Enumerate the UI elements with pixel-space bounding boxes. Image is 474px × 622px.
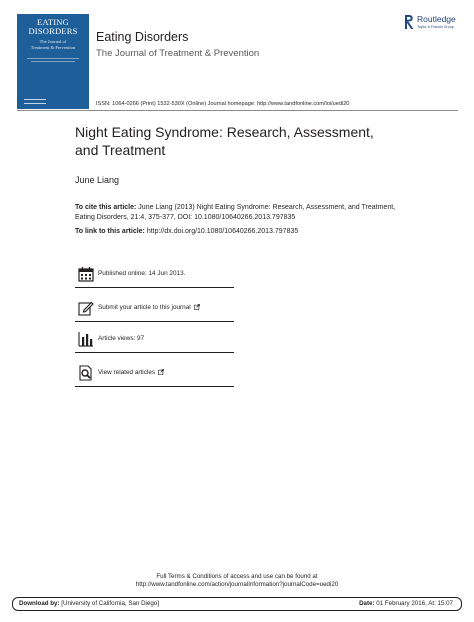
publisher-name: Routledge bbox=[417, 14, 456, 24]
divider bbox=[75, 321, 234, 322]
cite-label: To cite this article: bbox=[75, 204, 137, 211]
article-views-text: Article views: 97 bbox=[98, 335, 145, 342]
divider bbox=[75, 287, 234, 288]
article-title: Night Eating Syndrome: Research, Assessment, and Treatment bbox=[75, 124, 374, 158]
downloaded-by: Download by: [University of California, San Diego] bbox=[19, 600, 159, 607]
terms-note: Full Terms & Conditions of access and use can be found at http://www.tandfonline.com/action/journalInformation?journalCode=uedi20 bbox=[0, 573, 474, 589]
calendar-icon bbox=[78, 266, 94, 282]
author-name[interactable]: June Liang bbox=[75, 175, 120, 185]
external-link-icon bbox=[158, 369, 164, 375]
cover-logo bbox=[24, 99, 46, 104]
publisher-group: Taylor & Francis Group bbox=[417, 25, 454, 29]
published-online-text: Published online: 14 Jun 2013. bbox=[98, 270, 186, 277]
edit-icon bbox=[78, 300, 94, 316]
submit-article-item[interactable] bbox=[75, 296, 234, 322]
cite-text: June Liang (2013) Night Eating Syndrome: Research, Assessment, and Treatment, Eating Disorders, 21:4, 375-377, DOI: bbox=[75, 204, 396, 221]
doi-link[interactable]: 10.1080/10640266.2013.797835 bbox=[194, 214, 296, 221]
journal-cover bbox=[17, 14, 89, 109]
link-label: To link to this article: bbox=[75, 228, 145, 235]
header-divider bbox=[17, 110, 458, 111]
download-date: Date: 01 February 2016, At: 15:07 bbox=[359, 600, 453, 607]
cover-issue-info bbox=[21, 58, 85, 62]
bar-chart-icon bbox=[78, 331, 94, 347]
submit-article-link[interactable]: Submit your article to this journal bbox=[98, 304, 200, 311]
journal-title[interactable]: Eating Disorders bbox=[96, 30, 189, 44]
issn-line: ISSN: 1064-0266 (Print) 1532-530X (Online) Journal homepage: http://www.tandfonline.com/loi/uedi20 bbox=[96, 101, 350, 107]
external-link-icon bbox=[194, 304, 200, 310]
journal-subtitle: The Journal of Treatment & Prevention bbox=[96, 48, 260, 59]
document-search-icon bbox=[78, 365, 94, 381]
publisher-logo bbox=[404, 14, 462, 32]
citation bbox=[75, 203, 405, 223]
related-articles-link[interactable]: View related articles bbox=[98, 369, 164, 376]
terms-link[interactable]: http://www.tandfonline.com/action/journalInformation?journalCode=uedi20 bbox=[135, 581, 339, 588]
routledge-r-icon bbox=[404, 14, 414, 30]
article-url-link[interactable]: http://dx.doi.org/10.1080/10640266.2013.797835 bbox=[146, 228, 299, 235]
cover-subtitle: The Journal of Treatment & Prevention bbox=[30, 39, 76, 50]
article-views-item bbox=[75, 327, 234, 353]
related-articles-item[interactable] bbox=[75, 361, 234, 387]
published-online-item bbox=[75, 262, 234, 288]
cover-title: EATING DISORDERS bbox=[28, 17, 78, 36]
download-info-bar bbox=[12, 597, 462, 611]
divider bbox=[75, 386, 234, 387]
article-link-line bbox=[75, 228, 298, 235]
divider bbox=[75, 352, 234, 353]
